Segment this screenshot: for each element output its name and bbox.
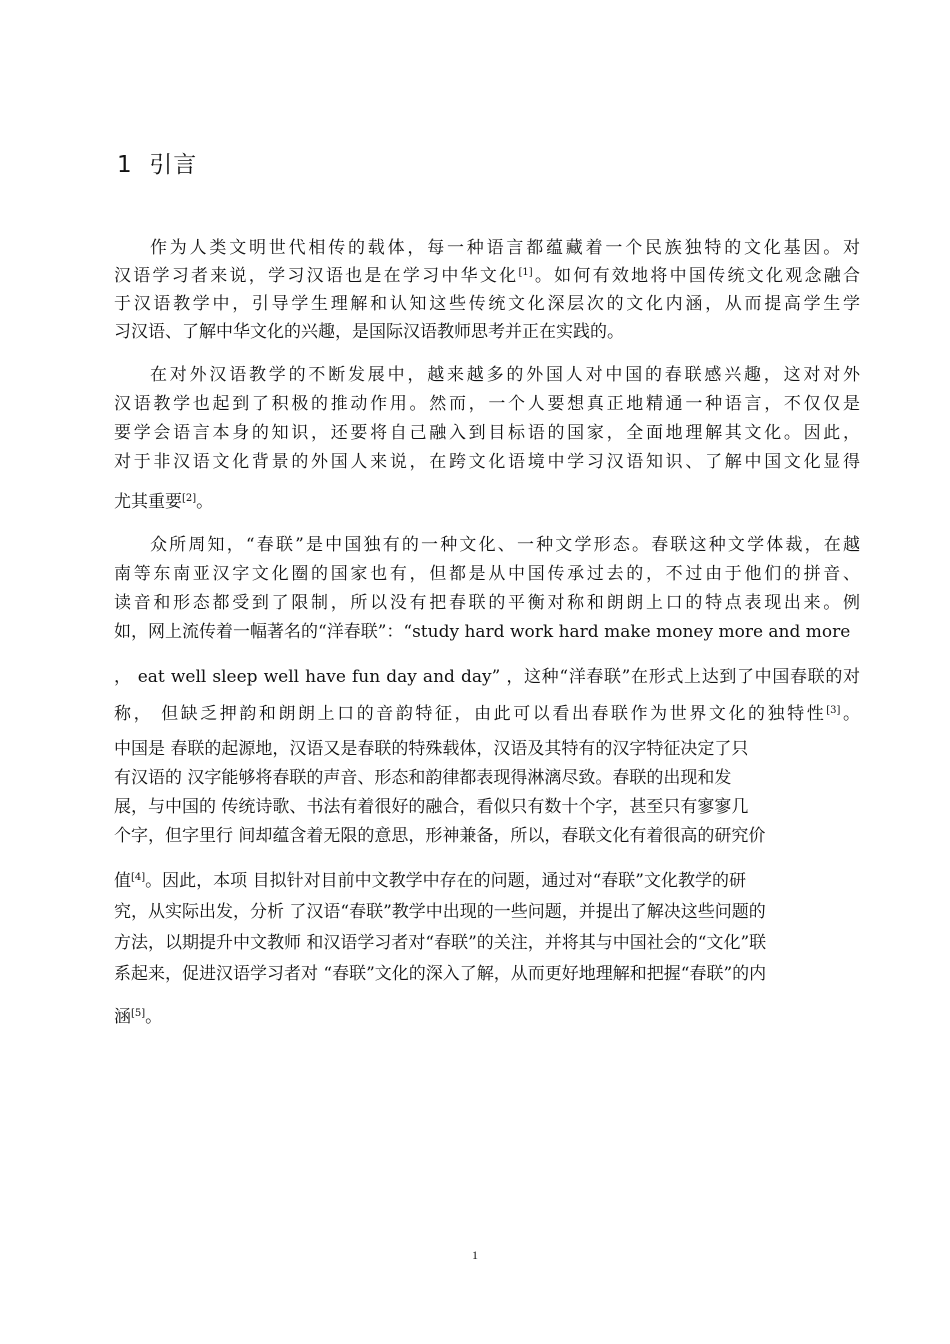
text-line — [114, 768, 860, 788]
line-text: 于汉语教学中，引导学生理解和认知这些传统文化深层次的文化内涵，从而提高学生学 — [114, 294, 860, 314]
line-text: 尤其重要 — [114, 492, 182, 512]
line-text: 个字，但字里行 间却蕴含着无限的意思，形神兼备，所以，春联文化有着很高的研究价 — [114, 826, 766, 846]
line-text: 展，与中国的 传统诗歌、书法有着很好的融合，看似只有数十个字，甚至只有寥寥几 — [114, 797, 749, 817]
line-text: 读音和形态都受到了限制，所以没有把春联的平衡对称和朗朗上口的特点表现出来。例 — [114, 593, 860, 613]
line-text: 涵 — [114, 1007, 131, 1027]
line-text: 要学会语言本身的知识，还要将自己融入到目标语的国家，全面地理解其文化。因此， — [114, 423, 860, 443]
line-text: 。 — [840, 704, 861, 724]
line-text: 称， 但缺乏押韵和朗朗上口的音韵特征，由此可以看出春联作为世界文化的独特性 — [114, 704, 827, 724]
line-text: 作为人类文明世代相传的载体，每一种语言都蕴藏着一个民族独特的文化基因。对 — [150, 238, 860, 258]
text-line — [114, 593, 860, 613]
citation-marker: [5] — [131, 1008, 146, 1019]
line-text: 。 — [145, 1007, 163, 1027]
line-text: ， eat well sleep well have fun day and day” ，这种“洋春联”在形式上达到了中国春联的对 — [114, 667, 860, 687]
citation-marker: [1] — [518, 267, 533, 278]
citation-marker: [2] — [182, 493, 197, 504]
citation-marker: [4] — [131, 872, 146, 883]
line-text: 对于非汉语文化背景的外国人来说，在跨文化语境中学习汉语知识、了解中国文化显得 — [114, 452, 860, 472]
line-text: 。因此，本项 目拟针对目前中文教学中存在的问题，通过对“春联”文化教学的研 — [145, 871, 746, 891]
text-line — [114, 871, 860, 891]
text-line — [114, 902, 860, 922]
line-text: 。如何有效地将中国传统文化观念融合 — [532, 266, 861, 286]
line-text: 有汉语的 汉字能够将春联的声音、形态和韵律都表现得淋漓尽致。春联的出现和发 — [114, 768, 732, 788]
text-line — [114, 266, 860, 286]
line-text: 系起来，促进汉语学习者对 “春联”文化的深入了解，从而更好地理解和把握“春联”的内 — [114, 964, 767, 984]
line-text: 值 — [114, 871, 131, 891]
text-line — [114, 492, 860, 512]
line-text: 如，网上流传着一幅著名的“洋春联”：“study hard work hard make money more and more — [114, 622, 851, 642]
text-line — [114, 452, 860, 472]
text-line — [114, 322, 860, 342]
text-line — [114, 622, 860, 642]
line-text: 在对外汉语教学的不断发展中，越来越多的外国人对中国的春联感兴趣，这对对外 — [150, 365, 860, 385]
text-line — [150, 365, 860, 385]
page-number: 1 — [472, 1248, 478, 1262]
text-line — [114, 826, 860, 846]
citation-marker: [3] — [826, 705, 841, 716]
line-text: 究，从实际出发，分析 了汉语“春联”教学中出现的一些问题，并提出了解决这些问题的 — [114, 902, 766, 922]
text-line — [114, 797, 860, 817]
section-heading: 1 引言 — [117, 152, 198, 178]
text-line — [114, 394, 860, 414]
text-line — [114, 1007, 860, 1027]
text-line — [114, 423, 860, 443]
line-text: 习汉语、了解中华文化的兴趣，是国际汉语教师思考并正在实践的。 — [114, 322, 624, 342]
line-text: 。 — [196, 492, 214, 512]
line-text: 汉语学习者来说，学习汉语也是在学习中华文化 — [114, 266, 519, 286]
text-line — [114, 564, 860, 584]
text-line — [150, 238, 860, 258]
line-text: 方法，以期提升中文教师 和汉语学习者对“春联”的关注，并将其与中国社会的“文化”联 — [114, 933, 767, 953]
line-text: 南等东南亚汉字文化圈的国家也有，但都是从中国传承过去的，不过由于他们的拼音、 — [114, 564, 860, 584]
text-line — [114, 667, 860, 687]
line-text: 中国是 春联的起源地，汉语又是春联的特殊载体，汉语及其特有的汉字特征决定了只 — [114, 739, 749, 759]
text-line — [114, 294, 860, 314]
line-text: 汉语教学也起到了积极的推动作用。然而，一个人要想真正地精通一种语言，不仅仅是 — [114, 394, 860, 414]
text-line — [114, 739, 860, 759]
text-line — [150, 535, 860, 555]
text-line — [114, 933, 860, 953]
text-line — [114, 704, 860, 724]
text-line — [114, 964, 860, 984]
line-text: 众所周知，“春联”是中国独有的一种文化、一种文学形态。春联这种文学体裁，在越 — [150, 535, 860, 555]
